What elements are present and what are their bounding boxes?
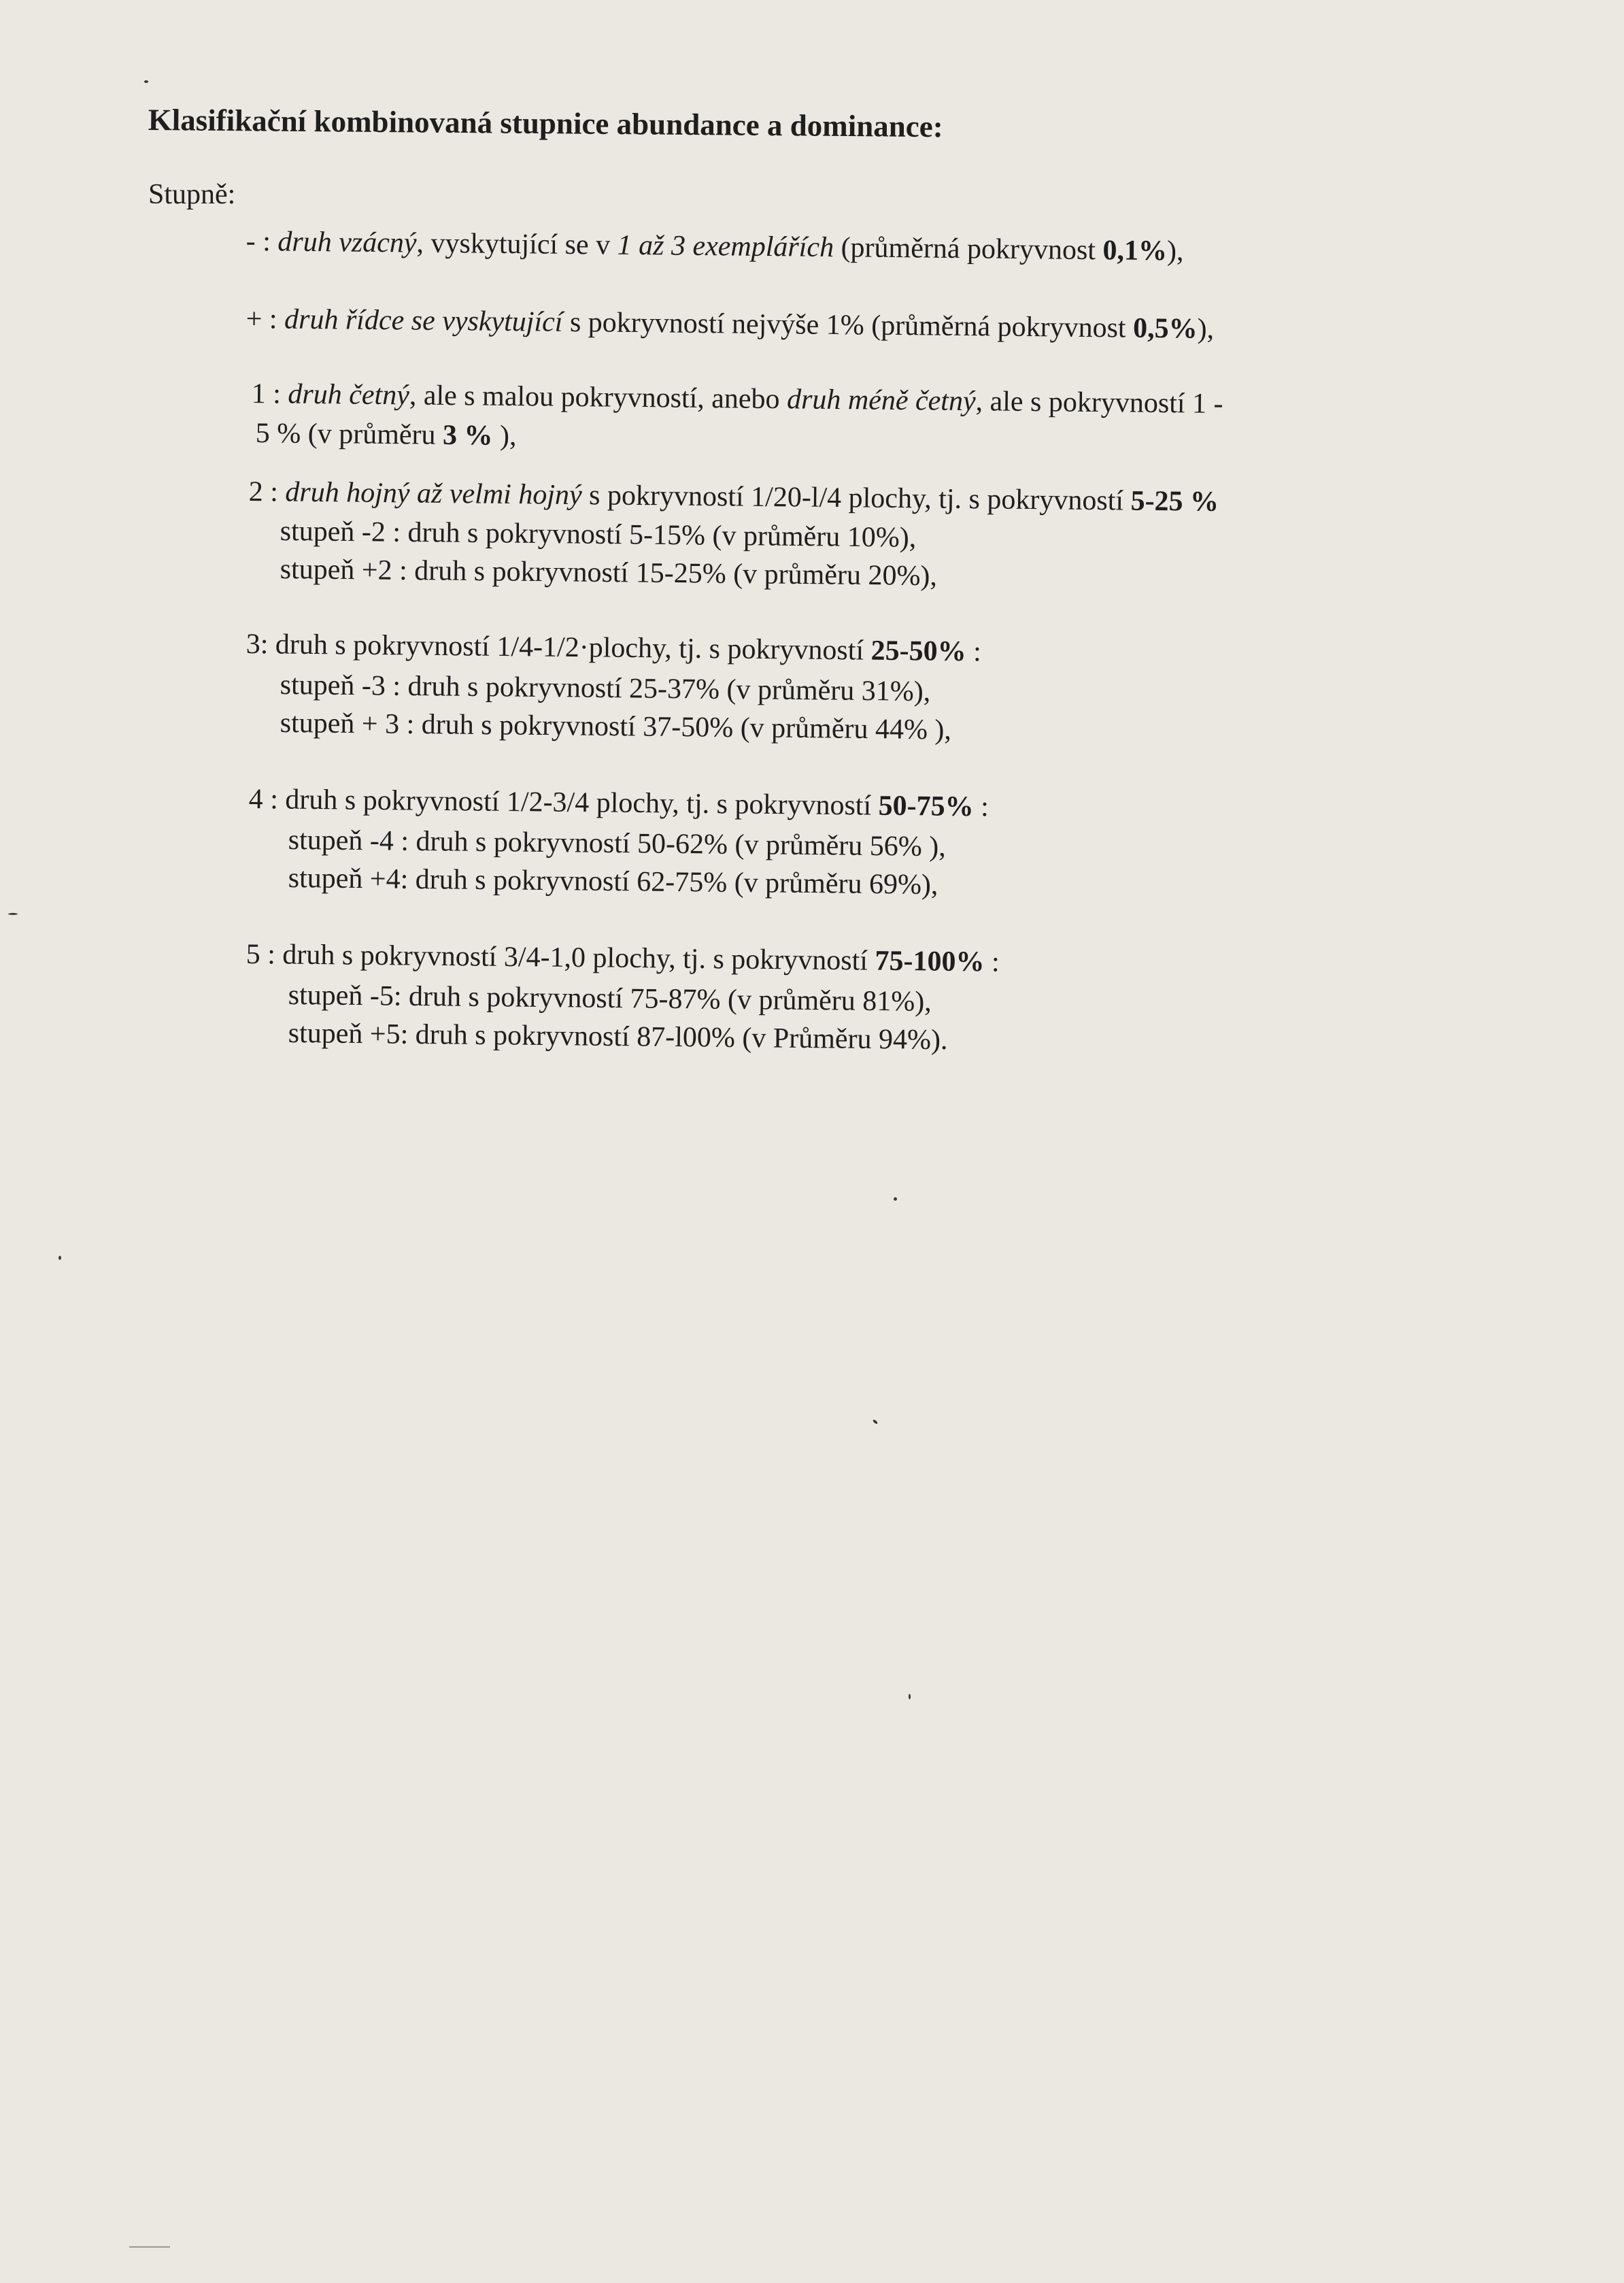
- item-sparse-lead: + :: [246, 303, 285, 335]
- item-5-sub-plus: stupeň +5: druh s pokryvností 87-l00% (v Průměru 94%).: [288, 1018, 948, 1056]
- item-3-seg-2: :: [966, 636, 982, 668]
- scan-speck: [8, 913, 18, 915]
- item-4-seg-0: druh s pokryvností 1/2-3/4 plochy, tj. s pokryvností: [285, 784, 879, 822]
- item-3-line: [246, 629, 982, 668]
- item-5-lead: 5 :: [246, 939, 283, 971]
- item-5-seg-2: :: [984, 946, 1000, 978]
- item-4-sub-minus: stupeň -4 : druh s pokryvností 50-62% (v průměru 56% ),: [288, 824, 946, 863]
- item-4-seg-1: 50-75%: [878, 790, 974, 823]
- item-3-sub-plus: stupeň + 3 : druh s pokryvností 37-50% (v průměru 44% ),: [280, 707, 952, 746]
- item-1-cont-0: 5 % (v průměru: [255, 418, 443, 451]
- item-3-lead: 3:: [246, 629, 276, 661]
- section-heading: Stupně:: [148, 179, 236, 210]
- item-1-lead: 1 :: [251, 378, 288, 410]
- item-1-cont-1: 3 %: [442, 419, 493, 452]
- item-1-seg-0: druh četný: [288, 378, 410, 412]
- item-rare-line: [246, 226, 1184, 267]
- item-4-line: [249, 784, 989, 823]
- item-sparse-seg-2: 0,5%: [1132, 312, 1198, 345]
- item-1-seg-1: , ale s malou pokryvností, anebo: [409, 380, 788, 416]
- item-sparse-seg-3: ),: [1197, 313, 1215, 345]
- item-1-seg-2: druh méně četný: [786, 384, 976, 418]
- item-rare-seg-4: 0,1%: [1102, 235, 1168, 267]
- item-2-sub-minus: stupeň -2 : druh s pokryvností 5-15% (v průměru 10%),: [280, 516, 917, 554]
- scan-speck: [144, 80, 148, 83]
- item-5-sub-minus: stupeň -5: druh s pokryvností 75-87% (v průměru 81%),: [288, 980, 932, 1018]
- scan-speck: [873, 1419, 879, 1424]
- item-4-lead: 4 :: [248, 784, 286, 816]
- item-4-seg-2: :: [973, 791, 989, 823]
- item-2-sub-plus: stupeň +2 : druh s pokryvností 15-25% (v průměru 20%),: [280, 554, 938, 593]
- item-3-seg-1: 25-50%: [870, 635, 966, 668]
- item-rare-seg-2: 1 až 3 exemplářích: [617, 229, 834, 264]
- item-rare-seg-3: (průměrná pokryvnost: [833, 232, 1103, 267]
- item-2-line: [249, 476, 1219, 518]
- item-rare-seg-0: druh vzácný: [277, 226, 417, 259]
- item-rare-seg-5: ),: [1166, 235, 1184, 267]
- item-5-seg-0: druh s pokryvností 3/4-1,0 plochy, tj. s pokryvností: [282, 939, 875, 977]
- document-title: Klasifikační kombinovaná stupnice abundance a dominance:: [148, 102, 943, 144]
- scan-speck: [909, 1694, 911, 1699]
- item-2-seg-0: druh hojný až velmi hojný: [285, 476, 582, 512]
- item-5-line: [246, 939, 1000, 978]
- item-2-seg-2: 5-25 %: [1130, 485, 1219, 518]
- item-sparse-line: [246, 303, 1215, 345]
- scan-speck: [129, 2246, 170, 2248]
- item-1-seg-3: , ale s pokryvností 1 -: [975, 386, 1223, 420]
- item-2-lead: 2 :: [248, 476, 286, 508]
- item-1-continuation: [256, 418, 517, 452]
- item-3-sub-minus: stupeň -3 : druh s pokryvností 25-37% (v průměru 31%),: [280, 669, 931, 708]
- item-rare-lead: - :: [246, 226, 278, 258]
- scan-speck: [894, 1197, 897, 1201]
- item-sparse-seg-1: s pokryvností nejvýše 1% (průměrná pokryvnost: [562, 306, 1134, 344]
- item-2-seg-1: s pokryvností 1/20-l/4 plochy, tj. s pokryvností: [581, 480, 1131, 517]
- item-sparse-seg-0: druh řídce se vyskytující: [284, 303, 563, 338]
- item-1-cont-2: ),: [492, 420, 517, 452]
- item-4-sub-plus: stupeň +4: druh s pokryvností 62-75% (v průměru 69%),: [288, 863, 938, 901]
- item-3-seg-0: druh s pokryvností 1/4-1/2·plochy, tj. s pokryvností: [275, 629, 871, 667]
- item-5-seg-1: 75-100%: [875, 945, 985, 978]
- item-rare-seg-1: , vyskytující se v: [416, 227, 618, 261]
- item-1-line: [252, 378, 1223, 420]
- scan-speck: [58, 1256, 61, 1260]
